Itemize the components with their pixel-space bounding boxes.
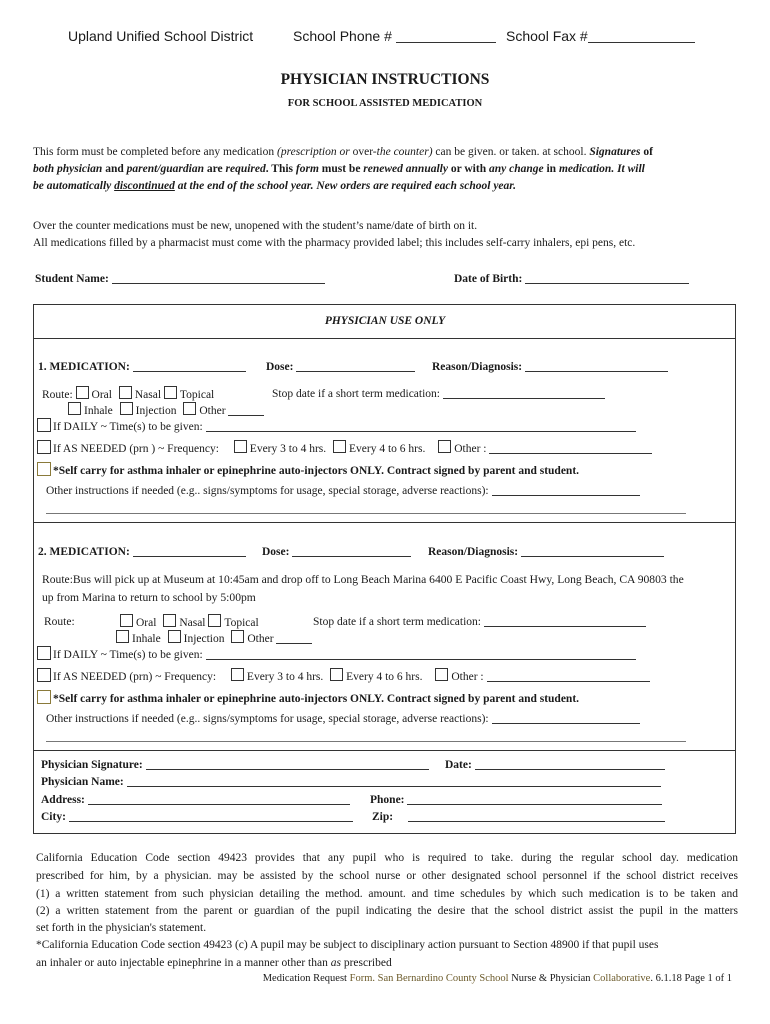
code-line-5: set forth in the physician's statement. [36, 922, 207, 934]
med1-dose-field[interactable] [266, 359, 415, 377]
otc-note: Over the counter medications must be new, unopened with the student’s name/date of birth on it. [33, 220, 478, 232]
med2-topical-checkbox[interactable] [208, 614, 221, 627]
med1-daily-row: If DAILY ~ Time(s) to be given: [37, 418, 636, 437]
med2-self-carry-checkbox[interactable] [37, 690, 51, 704]
code-line-4: (2) a written statement from the parent or guardian of the pupil indicating the desire that the school district assist the pupil in the matters [36, 905, 738, 917]
code-line-7: an inhaler or auto injectable epinephrine in a manner other than as prescribed [36, 957, 392, 969]
district-name: Upland Unified School District [68, 28, 254, 44]
code-line-3: (1) a written statement from such physician detailing the method. amount. and time schedules by which such medication is to be taken and [36, 888, 738, 900]
physician-signature-label: Physician Signature: [41, 759, 143, 771]
med1-other-instructions-label: Other instructions if needed (e.g.. signs/symptoms for usage, special storage, adverse reactions): [46, 485, 489, 497]
med2-reason-label: Reason/Diagnosis: [428, 546, 519, 558]
code-line-6: *California Education Code section 49423 (c) A pupil may be subject to disciplinary action pursuant to Section 48900 if that pupil uses [36, 939, 659, 951]
physician-name-label: Physician Name: [41, 776, 124, 788]
physician-zip-field[interactable] [372, 809, 665, 827]
page-title: PHYSICIAN INSTRUCTIONS [280, 71, 490, 88]
med1-reason-field[interactable] [432, 359, 668, 377]
med2-every-4-6-checkbox[interactable] [330, 668, 343, 681]
med2-reason-field[interactable] [428, 544, 664, 562]
med2-dose-label: Dose: [262, 546, 290, 558]
med2-prn-row: If AS NEEDED (prn) ~ Frequency: Every 3 to 4 hrs. Every 4 to 6 hrs. Other : [37, 668, 650, 687]
student-name-label: Student Name: [35, 273, 109, 285]
page-footer: Medication Request Form. San Bernardino County School Nurse & Physician Collaborative. 6.1.18 Page 1 of 1 [262, 973, 732, 984]
school-phone-field[interactable] [293, 28, 496, 44]
med2-daily-row: If DAILY ~ Time(s) to be given: [37, 646, 636, 665]
physician-address-field[interactable] [41, 792, 350, 810]
med2-stop-date-label: Stop date if a short term medication: [313, 616, 481, 628]
physician-use-only-heading: PHYSICIAN USE ONLY [324, 315, 446, 327]
med1-prn-row: If AS NEEDED (prn ) ~ Frequency: Every 3 to 4 hrs. Every 4 to 6 hrs. Other : [37, 440, 652, 459]
med1-oral-checkbox[interactable] [76, 386, 89, 399]
med2-other-instructions-field[interactable] [46, 711, 640, 729]
med1-prn-checkbox[interactable] [37, 440, 51, 454]
med2-medication-field[interactable] [38, 544, 246, 562]
divider [34, 338, 735, 339]
med2-route-note [42, 571, 734, 607]
med2-other-freq-checkbox[interactable] [435, 668, 448, 681]
med1-other-freq-checkbox[interactable] [438, 440, 451, 453]
med2-every-3-4-checkbox[interactable] [231, 668, 244, 681]
med2-inhale-checkbox[interactable] [116, 630, 129, 643]
med2-stop-date-field[interactable] [313, 614, 646, 632]
dob-label: Date of Birth: [454, 273, 523, 285]
intro-line-2: both physician and parent/guardian are required. This form must be renewed annually or with any change in medication. It will [33, 163, 645, 175]
med2-route-row: Oral Nasal Topical [120, 614, 259, 633]
physician-zip-label: Zip: [372, 811, 394, 823]
physician-address-label: Address: [41, 794, 85, 806]
med1-every-3-4-checkbox[interactable] [234, 440, 247, 453]
physician-use-box [33, 304, 736, 834]
pharmacy-note: All medications filled by a pharmacist must come with the pharmacy provided label; this includes self-carry inhalers, epi pens, etc. [33, 237, 636, 249]
intro-line-1: This form must be completed before any medication (prescription or over-the counter) can be given. or taken. at school. Signatures of [33, 146, 653, 158]
med2-other-checkbox[interactable] [231, 630, 244, 643]
med1-injection-checkbox[interactable] [120, 402, 133, 415]
physician-date-label: Date: [445, 759, 472, 771]
med1-stop-date-label: Stop date if a short term medication: [272, 388, 440, 400]
physician-signature-field[interactable] [41, 757, 429, 775]
med1-self-carry-row: *Self carry for asthma inhaler or epinephrine auto-injectors ONLY. Contract signed by parent and student. [37, 462, 579, 481]
physician-city-label: City: [41, 811, 66, 823]
med1-route-label: Route: [42, 389, 73, 401]
med1-medication-label: 1. MEDICATION: [38, 361, 130, 373]
med1-nasal-checkbox[interactable] [119, 386, 132, 399]
med1-other-checkbox[interactable] [183, 402, 196, 415]
med1-route-row-2: Inhale Injection Other [68, 402, 264, 421]
med2-route-row-2: Inhale Injection Other [116, 630, 312, 649]
physician-date-field[interactable] [445, 757, 665, 775]
school-fax-label: School Fax # [506, 28, 588, 44]
med1-other-instructions-field[interactable] [46, 483, 640, 501]
code-line-1: California Education Code section 49423 provides that any pupil who is required to take. during the regular school day. medication [36, 852, 738, 864]
school-fax-field[interactable] [506, 28, 695, 44]
med1-instructions-line[interactable] [46, 513, 686, 514]
dob-field[interactable] [454, 271, 689, 289]
med2-prn-checkbox[interactable] [37, 668, 51, 682]
med1-dose-label: Dose: [266, 361, 294, 373]
med2-medication-label: 2. MEDICATION: [38, 546, 130, 558]
med2-route-note-line-2: up from Marina to return to school by 5:00pm [42, 590, 256, 604]
med2-injection-checkbox[interactable] [168, 630, 181, 643]
code-line-2: prescribed for him, by a physician. may be assisted by the school nurse or other designated school personnel if the school district receives [36, 870, 738, 882]
student-name-field[interactable] [35, 271, 325, 289]
med2-instructions-line[interactable] [46, 741, 686, 742]
divider [34, 522, 735, 523]
med1-inhale-checkbox[interactable] [68, 402, 81, 415]
med1-medication-field[interactable] [38, 359, 246, 377]
med2-other-instructions-label: Other instructions if needed (e.g.. signs/symptoms for usage, special storage, adverse reactions): [46, 713, 489, 725]
med1-topical-checkbox[interactable] [164, 386, 177, 399]
med2-oral-checkbox[interactable] [120, 614, 133, 627]
page-subtitle: FOR SCHOOL ASSISTED MEDICATION [287, 98, 483, 109]
intro-line-3: be automatically discontinued at the end of the school year. New orders are required each school year. [33, 180, 517, 192]
med1-stop-date-field[interactable] [272, 386, 605, 404]
med1-route-row: Route: Oral Nasal Topical [42, 386, 214, 405]
school-phone-label: School Phone # [293, 28, 392, 44]
physician-phone-field[interactable] [370, 792, 662, 810]
med2-daily-checkbox[interactable] [37, 646, 51, 660]
physician-city-field[interactable] [41, 809, 353, 827]
divider [34, 750, 735, 751]
med1-daily-checkbox[interactable] [37, 418, 51, 432]
med2-dose-field[interactable] [262, 544, 411, 562]
physician-name-field[interactable] [41, 774, 661, 792]
med1-self-carry-checkbox[interactable] [37, 462, 51, 476]
med2-route-note-line-1: Route:Bus will pick up at Museum at 10:45am and drop off to Long Beach Marina 6400 E Pacific Coast Hwy, Long Beach, CA 90803 the [42, 573, 684, 586]
med1-reason-label: Reason/Diagnosis: [432, 361, 523, 373]
med2-route-label: Route: [44, 616, 75, 628]
med2-self-carry-row: *Self carry for asthma inhaler or epinephrine auto-injectors ONLY. Contract signed by parent and student. [37, 690, 579, 709]
physician-phone-label: Phone: [370, 794, 405, 806]
med1-every-4-6-checkbox[interactable] [333, 440, 346, 453]
med2-nasal-checkbox[interactable] [163, 614, 176, 627]
